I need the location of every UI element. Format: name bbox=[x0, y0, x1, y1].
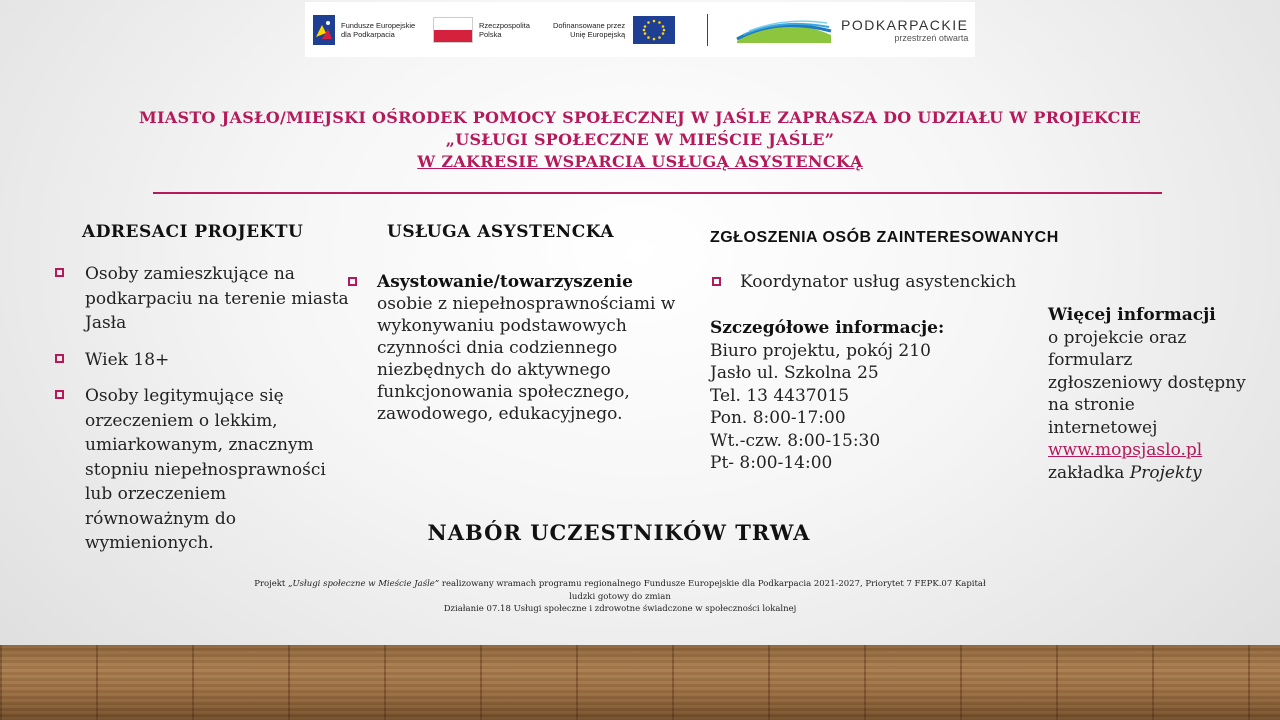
list-item-text: Wiek 18+ bbox=[85, 349, 170, 370]
tab-name: Projekty bbox=[1129, 462, 1202, 483]
col1-title: ADRESACI PROJEKTU bbox=[82, 222, 304, 242]
heading-line-2: „USŁUGI SPOŁECZNE W MIEŚCIE JAŚLE” bbox=[445, 130, 835, 149]
heading-divider bbox=[153, 192, 1162, 194]
details-line: Wt.-czw. 8:00-15:30 bbox=[710, 430, 881, 451]
details-line: Tel. 13 4437015 bbox=[710, 385, 850, 406]
col3-details bbox=[710, 317, 1030, 475]
podkarpackie-tagline: przestrzeń otwarta bbox=[894, 32, 969, 43]
podkarpackie-name: PODKARPACKIE bbox=[841, 16, 969, 33]
checkbox-bullet-icon bbox=[55, 354, 64, 363]
col3-item-text: Koordynator usług asystenckich bbox=[740, 272, 1017, 292]
logo-bar bbox=[305, 2, 975, 57]
col2-title: USŁUGA ASYSTENCKA bbox=[387, 222, 615, 242]
list-item-text: Osoby zamieszkujące na podkarpaciu na terenie miasta Jasła bbox=[85, 264, 349, 333]
eu-line2: Unię Europejską bbox=[570, 29, 626, 39]
list-item bbox=[55, 262, 350, 336]
pl-logo bbox=[433, 17, 530, 43]
details-line: Biuro projektu, pokój 210 bbox=[710, 340, 931, 361]
website-link[interactable]: www.mopsjaslo.pl bbox=[1048, 440, 1203, 460]
fe-line1: Fundusze Europejskie bbox=[341, 20, 416, 30]
eu-flag-icon bbox=[633, 16, 675, 44]
footer-line1-rest: realizowany wramach programu regionalnego Fundusze Europejskie dla Podkarpacia 2021-2027, Priorytet 7 FEPK.07 Kapitał bbox=[441, 579, 986, 589]
wooden-floor bbox=[0, 645, 1280, 720]
col2-item-text: osobie z niepełnosprawnościami w wykonywaniu podstawowych czynności dnia codziennego niezbędnych do aktywnego funkcjonowania społecznego, zawodowego, edukacyjnego. bbox=[377, 294, 676, 424]
details-title: Szczegółowe informacje: bbox=[710, 318, 945, 338]
fe-line2: dla Podkarpacia bbox=[341, 29, 395, 39]
fe-star-icon bbox=[313, 15, 335, 45]
col2-item bbox=[348, 271, 678, 425]
rp-line1: Rzeczpospolita bbox=[479, 20, 530, 30]
eu-logo bbox=[553, 16, 675, 44]
heading-line-1: MIASTO JASŁO/MIEJSKI OŚRODEK POMOCY SPOŁECZNEJ W JAŚLE ZAPRASZA DO UDZIAŁU W PROJEKCIE bbox=[138, 108, 1141, 127]
pl-flag-icon bbox=[433, 17, 473, 43]
footer-line-1 bbox=[150, 579, 1090, 590]
list-item bbox=[55, 348, 350, 373]
col3-title: ZGŁOSZENIA OSÓB ZAINTERESOWANYCH bbox=[710, 229, 1059, 246]
hills-icon bbox=[735, 15, 833, 45]
list-item-text: Osoby legitymujące się orzeczeniem o lekkim, umiarkowanym, znacznym stopniu niepełnosprawności lub orzeczeniem równoważnym do wymienionych. bbox=[85, 386, 326, 553]
checkbox-bullet-icon bbox=[55, 268, 64, 277]
rp-line2: Polska bbox=[479, 29, 502, 39]
checkbox-bullet-icon bbox=[55, 390, 64, 399]
podkarpackie-logo bbox=[735, 15, 968, 45]
fe-logo bbox=[313, 15, 415, 45]
logo-divider bbox=[707, 14, 708, 46]
heading-line-3: W ZAKRESIE WSPARCIA USŁUGĄ ASYSTENCKĄ bbox=[417, 152, 863, 171]
col3-item bbox=[712, 271, 1052, 294]
eu-line1: Dofinansowane przez bbox=[553, 20, 626, 30]
footer-project-name: „Usługi społeczne w Mieście Jaśle” bbox=[288, 579, 440, 589]
col2-item-bold: Asystowanie/towarzyszenie bbox=[377, 272, 633, 292]
checkbox-bullet-icon bbox=[712, 277, 721, 286]
tab-prefix: zakładka bbox=[1048, 462, 1125, 483]
checkbox-bullet-icon bbox=[348, 277, 357, 286]
col4-text: o projekcie oraz formularz zgłoszeniowy dostępny na stronie internetowej bbox=[1048, 327, 1246, 438]
col4-info bbox=[1048, 304, 1248, 484]
recruitment-cta: NABÓR UCZESTNIKÓW TRWA bbox=[427, 520, 811, 545]
details-line: Jasło ul. Szkolna 25 bbox=[710, 363, 879, 383]
footer-prefix: Projekt bbox=[254, 579, 286, 589]
footer-line-2: ludzki gotowy do zmian bbox=[569, 592, 671, 602]
footer-line-3: Działanie 07.18 Usługi społeczne i zdrowotne świadczone w społeczności lokalnej bbox=[443, 604, 797, 614]
details-line: Pon. 8:00-17:00 bbox=[710, 408, 846, 428]
col4-title: Więcej informacji bbox=[1048, 305, 1216, 325]
details-line: Pt- 8:00-14:00 bbox=[710, 453, 833, 473]
